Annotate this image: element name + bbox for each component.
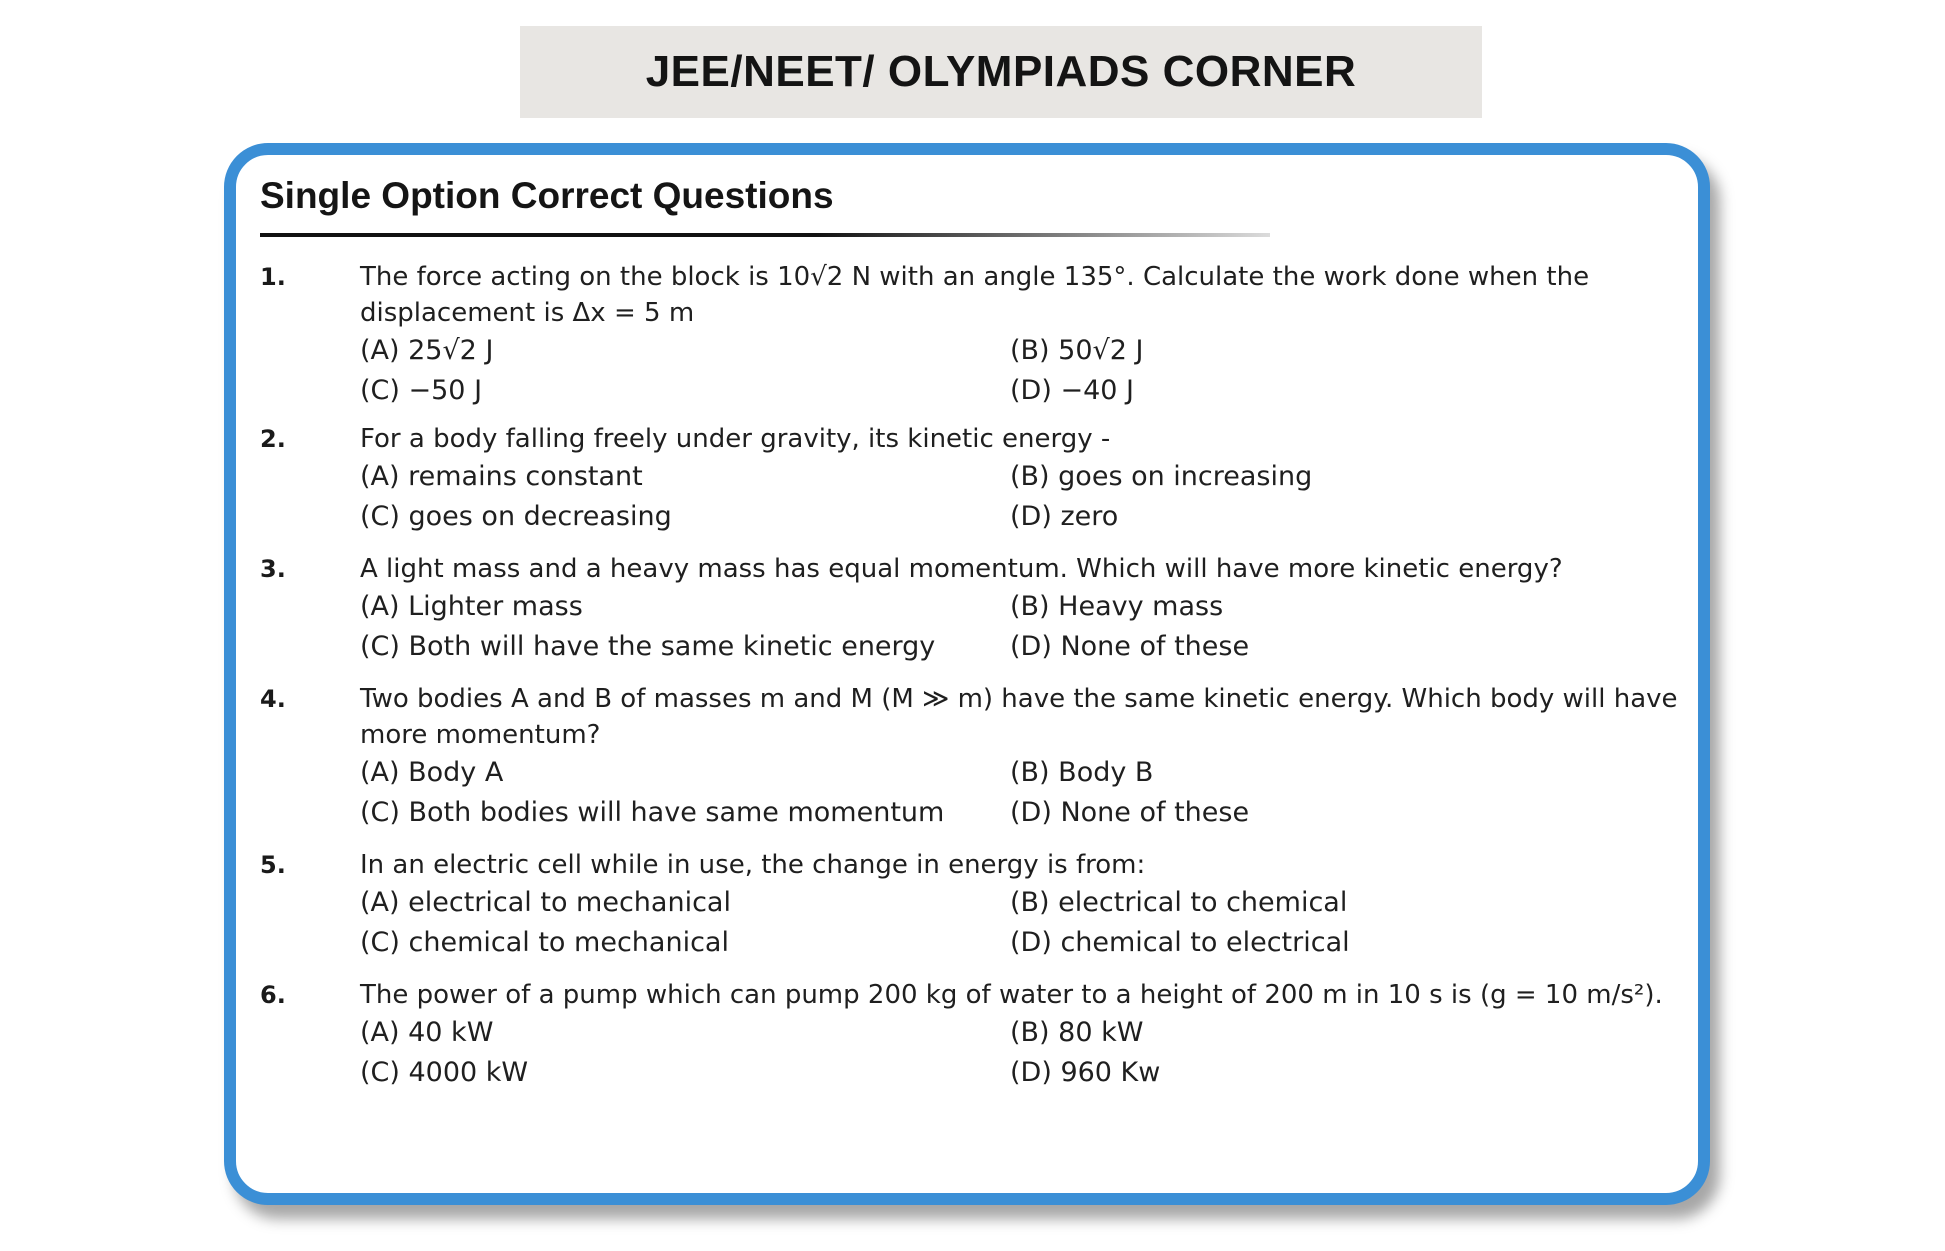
option-c: (C) Both bodies will have same momentum [360,797,945,828]
option-b: (B) 50√2 J [1010,335,1144,366]
question-number: 4. [260,685,286,713]
option-a: (A) 40 kW [360,1017,494,1048]
question-1 [260,259,1690,411]
option-a: (A) electrical to mechanical [360,887,731,918]
page-title: JEE/NEET/ OLYMPIADS CORNER [645,47,1357,96]
option-a: (A) Lighter mass [360,591,583,622]
option-c: (C) −50 J [360,375,483,406]
option-d: (D) chemical to electrical [1010,927,1350,958]
question-text: In an electric cell while in use, the change in energy is from: [360,850,1146,880]
option-grid [360,753,1690,833]
header-banner [520,26,1482,118]
option-a: (A) Body A [360,757,504,788]
option-b: (B) electrical to chemical [1010,887,1348,918]
question-5 [260,847,1690,963]
option-c: (C) chemical to mechanical [360,927,729,958]
question-4 [260,681,1690,833]
question-number: 2. [260,425,286,453]
option-c: (C) 4000 kW [360,1057,529,1088]
question-6 [260,977,1690,1093]
option-grid [360,883,1690,963]
option-d: (D) None of these [1010,631,1250,662]
question-text: Two bodies A and B of masses m and M (M ≫ m) have the same kinetic energy. Which body will have more momentum? [360,684,1678,750]
title-underline [260,233,1270,237]
option-d: (D) −40 J [1010,375,1134,406]
question-number: 6. [260,981,286,1009]
option-b: (B) 80 kW [1010,1017,1144,1048]
section-title: Single Option Correct Questions [260,175,834,216]
option-a: (A) 25√2 J [360,335,494,366]
option-d: (D) zero [1010,501,1119,532]
question-text: For a body falling freely under gravity, its kinetic energy - [360,424,1111,454]
question-3 [260,551,1690,667]
question-text: A light mass and a heavy mass has equal momentum. Which will have more kinetic energy? [360,554,1563,584]
option-grid [360,457,1690,537]
question-number: 1. [260,263,286,291]
question-2 [260,421,1690,537]
option-grid [360,331,1690,411]
question-text: The power of a pump which can pump 200 kg of water to a height of 200 m in 10 s is (g = 10 m/s²). [360,980,1663,1010]
option-b: (B) goes on increasing [1010,461,1313,492]
option-grid [360,1013,1690,1093]
question-number: 3. [260,555,286,583]
option-grid [360,587,1690,667]
question-number: 5. [260,851,286,879]
option-d: (D) None of these [1010,797,1250,828]
option-c: (C) goes on decreasing [360,501,672,532]
question-text: The force acting on the block is 10√2 N with an angle 135°. Calculate the work done when the displacement is Δx = 5 m [360,262,1590,328]
option-b: (B) Body B [1010,757,1154,788]
option-a: (A) remains constant [360,461,643,492]
question-list [260,259,1690,1093]
option-c: (C) Both will have the same kinetic energy [360,631,936,662]
option-d: (D) 960 Kw [1010,1057,1161,1088]
option-b: (B) Heavy mass [1010,591,1224,622]
questions-card [224,143,1710,1205]
